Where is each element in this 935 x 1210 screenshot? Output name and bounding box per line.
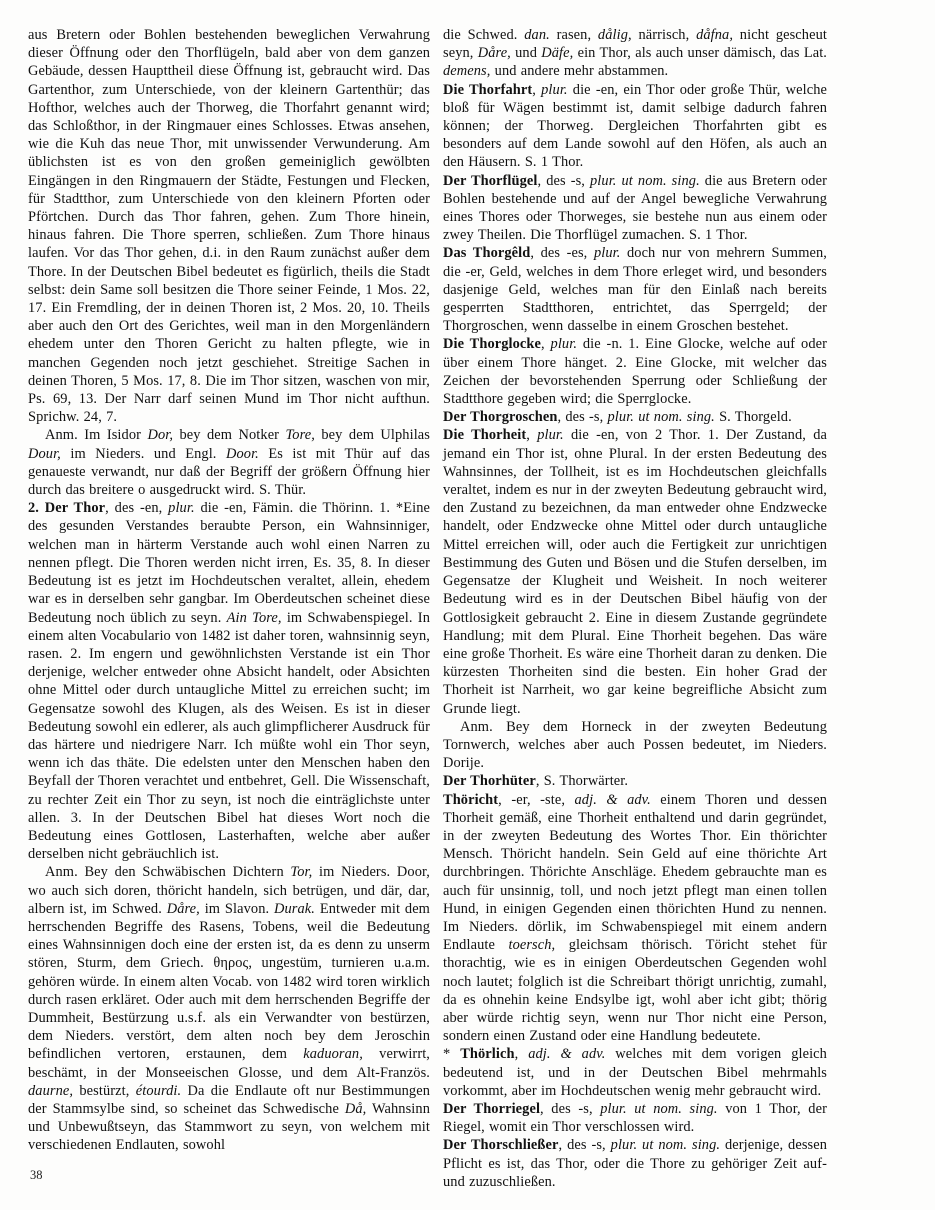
text-run: von 1 Thor, der Riegel, womit ein Thor verschlossen wird. (443, 1100, 827, 1136)
text-run: im Slavon. (199, 900, 275, 917)
text-run: , des -s, (557, 409, 608, 426)
text-run: , (514, 1046, 529, 1063)
italic-term: plur. ut nom. sing. (590, 172, 700, 189)
italic-term: Ain Tore, (226, 609, 282, 626)
italic-term: plur. ut nom. sing. (610, 1137, 721, 1154)
page-number: 38 (30, 1168, 43, 1182)
text-run: , des -es, (530, 245, 594, 262)
text-run: die -en, von 2 Thor. 1. Der Zustand, da jemand ein Thor ist, ohne Plural. In der ersten Bedeutung des Wahnsinnes, der Tollheit, ist es im Hochdeutschen gleichfalls veraltet, indem es nur in der zweyten Bedeutung gebraucht wird, den Zustand zu bezeichnen, da man entweder ohne Endzwecke handelt, oder Endzwecke ohne Mittel oder durch untaugliche Mittel erreichen will, oder auch die Fertigkeit zur unrichtigen Bestimmung des Guten und Bösen und die Stufen derselben, im Gegensatze der Klugheit und Weisheit. In noch weiterer Bedeutung wird es in der Deutschen Bibel häufig von der Gottlosigkeit gebraucht 2. Eine in diesem Zustande gegründete Handlung; mit dem Plural. Eine Thorheit begehen. Das wäre eine große Thorheit. Es wäre eine Thorheit daran zu denken. Die kürzesten Thorheiten sind die besten. Ein hoher Grad der Thorheit ist Narrheit, wo gar keine begreifliche Absicht zum Grunde liegt. (443, 427, 827, 717)
italic-term: adj. & adv. (528, 1046, 606, 1063)
text-run: Anm. Bey den Schwäbischen Dichtern (45, 864, 291, 881)
text-run: närrisch, (631, 27, 697, 43)
text-run: die -n. 1. Eine Glocke, welche auf oder über einem Thore hänget. 2. Eine Glocke, mit welcher das Zeichen der bevorstehenden Sperrung oder Schließung der Stadtthore gegeben wird; die Sperrglocke. (443, 336, 827, 408)
headword: Thöricht (443, 791, 499, 808)
italic-term: adj. & adv. (574, 791, 651, 808)
text-run: ein Thor, als auch unser dämisch, das Lat. (573, 45, 827, 62)
text-run: , S. Thorwärter. (535, 773, 629, 790)
annotation-paragraph (28, 863, 430, 1154)
italic-term: Däfe, (541, 45, 574, 62)
body-paragraph (28, 26, 430, 426)
italic-term: Tore, (285, 427, 315, 444)
headword: Das Thorgêld (443, 245, 531, 262)
right-column (443, 26, 827, 1191)
italic-term: dålig, (597, 27, 632, 43)
entry-paragraph (443, 335, 827, 408)
italic-term: Door. (225, 445, 259, 462)
italic-term: kaduoran, (303, 1046, 363, 1063)
italic-term: plur. ut nom. sing. (600, 1100, 718, 1117)
text-run: , -er, -ste, (498, 791, 575, 808)
entry-paragraph (443, 81, 827, 172)
text-run: Anm. Bey dem Horneck in der zweyten Bedeutung Tornwerch, welches aber auch Possen bedeutet, im Nieders. Dorije. (443, 718, 827, 772)
text-run: im Nieders. Door, wo auch sich doren, thöricht handeln, sich betrügen, und där, dar, albern ist, im Schwed. (28, 864, 430, 917)
text-run: die -en, ein Thor oder große Thür, welche bloß für Wägen bestimmt ist, damit selbige dadurch fahren können; der Thorweg. Dergleichen Thorfahrten gibt es besonders auf dem Lande sowohl auf den Höfen, als auch an den Häusern. S. 1 Thor. (443, 81, 827, 171)
text-run: nicht gescheut seyn, (443, 27, 827, 62)
headword: Der Thorriegel (443, 1100, 541, 1117)
headword: Die Thorheit (443, 427, 527, 444)
text-run: , (532, 81, 542, 98)
italic-term: dan. (524, 27, 550, 43)
italic-term: Durak. (274, 900, 315, 917)
text-run: bestürzt, (73, 1082, 136, 1099)
text-run: , (526, 427, 538, 444)
text-run: im Schwabenspiegel. In einem alten Vocabulario von 1482 ist daher toren, wahnsinnig seyn, rasen. 2. Im engern und gewöhnlichsten Verstande ist ein Thor derjenige, welcher entweder ohne Absicht handelt, oder Absichten ohne Mittel oder durch untaugliche Mittel zu erreichen sucht; im Gegensatze sowohl des Klugen, als des Weisen. Es ist in dieser Bedeutung sowohl ein edlerer, als auch glimpflicherer Ausdruck für das härtere und niedrigere Narr. Ich müßte wohl ein Thor seyn, wenn ich das thäte. Die edelsten unter den Menschen haben den Beyfall der Thoren verachtet und entbehret, Gell. Die Wissenschaft, zu rechter Zeit ein Thor zu seyn, ist noch die einträglichste unter allen. 3. In der Deutschen Bibel hat dieses Wort noch die Bedeutung eines Gottlosen, Lasterhaften, welche aber außer derselben nicht gebräuchlich ist. (28, 609, 430, 863)
italic-term: étourdi. (135, 1082, 182, 1099)
entry-paragraph (443, 172, 827, 245)
entry-paragraph (443, 791, 827, 1046)
text-run: aus Bretern oder Bohlen bestehenden beweglichen Verwahrung dieser Öffnung oder den Thorflügeln, bald aber von dem ganzen Gebäude, dessen Haupttheil diese Öffnung ist, gebraucht wird. Das Gartenthor, zum Unterschiede, von der kleinern Gartenthür; das Hofthor, welches auch der Thorweg, die Thorfahrt genannt wird; das Schloßthor, in der Ringmauer eines Schlosses. Etwas ansehen, wie die Kuh das neue Thor, mit unwissender Verwunderung. Am üblichsten ist es von den großen gemeiniglich gewölbten Eingängen in den Ringmauern der Städte, Festungen und Flecken, für Stadtthor, zum Unterschiede von den kleinern Pforten oder Pförtchen. Durch das Thor fahren, gehen. Zum Thore hinein, hinaus fahren. Die Thore sperren, schließen. Zum Thore hinaus laufen. Vor das Thor gehen, d.i. in den Raum zunächst außer dem Thore. In der Deutschen Bibel bedeutet es figürlich, theils die Stadt selbst: dein Same soll besitzen die Thore seiner Feinde, 1 Mos. 22, 17. Ein Fremdling, der in deinen Thoren ist, 2 Mos. 20, 10. Theils aber auch den Ort des Gerichtes, weil man in den Morgenländern ehedem unter den Thoren Gericht zu halten pflegte, wie in manchen Gegenden noch jetzt geschiehet. Streitige Sachen in deinen Thoren, 5 Mos. 17, 8. Die im Thor sitzen, waschen von mir, Ps. 69, 13. Der Narr darf seinen Mund im Thor nicht aufthun. Sprichw. 24, 7. (28, 27, 430, 426)
text-run: doch nur von mehrern Summen, die -er, Geld, welches in dem Thore erleget wird, und besonders dasjenige Geld, welches man für den Einlaß nach bereits gesperrten Stadtthoren, entrichtet, das Sperrgeld; der Thorgroschen, wenn dasselbe in einem Groschen bestehet. (443, 245, 827, 335)
headword: Thörlich (460, 1046, 515, 1063)
annotation-paragraph (28, 426, 430, 499)
text-run: S. Thorgeld. (714, 409, 792, 426)
text-run: * (443, 1046, 461, 1063)
entry-paragraph (443, 1045, 827, 1100)
entry-paragraph (443, 408, 827, 426)
body-paragraph (443, 26, 827, 81)
text-run: Anm. Im Isidor (45, 427, 148, 444)
annotation-paragraph (443, 718, 827, 773)
left-column (28, 26, 430, 1191)
text-run: bey dem Ulphilas (314, 427, 430, 444)
italic-term: Dour, (28, 445, 61, 462)
text-run: welches mit dem vorigen gleich bedeutend ist, und in der Deutschen Bibel mehrmahls vorkommt, aber im Hochdeutschen wenig mehr gebraucht wird. (443, 1046, 827, 1099)
italic-term: plur. (541, 81, 568, 98)
text-run: Da die Endlaute oft nur Bestimmungen der Stammsylbe sind, so scheinet das Schwedische (28, 1082, 430, 1117)
italic-term: plur. ut nom. sing. (607, 409, 715, 426)
italic-term: dåfna, (696, 27, 734, 43)
text-run: , (541, 336, 551, 353)
text-run: Es ist mit Thür auf das genaueste verwandt, nur daß der Begriff der größern Öffnung hier durch das breitere o ausgedruckt wird. S. Thür. (28, 445, 430, 499)
text-run: die -en, Fämin. die Thörinn. 1. *Eine des gesunden Verstandes beraubte Person, ein Wahnsinniger, welchen man in härterm Verstande auch wohl einen Narren zu nennen pflegt. Die Thoren werden nicht irren, Es. 35, 8. In dieser Bedeutung ist es jetzt im Hochdeutschen veraltet, allein, ehedem war es in derselben sehr gangbar. Im Oberdeutschen scheinet diese Bedeutung noch üblich zu seyn. (28, 500, 431, 626)
italic-term: toersch, (508, 937, 556, 954)
text-run: , des -en, (105, 500, 169, 517)
italic-term: Dåre, (477, 45, 511, 62)
italic-term: Dor, (147, 427, 174, 444)
italic-term: demens, (443, 63, 491, 80)
text-run: , des -s, (537, 172, 590, 189)
text-run: , des -s, (558, 1137, 611, 1154)
text-run: und (510, 45, 542, 62)
text-run: im Nieders. und Engl. (60, 445, 226, 462)
headword: Der Thorschließer (443, 1137, 559, 1154)
text-run: derjenige, dessen Pflicht es ist, das Thor, oder die Thore zu gehöriger Zeit auf- und zuzuschließen. (443, 1137, 827, 1190)
text-run: rasen, (549, 27, 598, 43)
headword: Der Thorgroschen (443, 409, 558, 426)
text-run: , des -s, (540, 1100, 601, 1117)
italic-term: Tor, (290, 864, 313, 881)
text-run: verwirrt, beschämt, in der Monseeischen Glosse, und dem Alt-Französ. (28, 1046, 431, 1081)
two-column-text-block (28, 26, 827, 1191)
text-run: einem Thoren und dessen Thorheit gemäß, eine Thorheit enthaltend und darin gegründet, in der zweyten Bedeutung des Wortes Thor. Ein thörichter Mensch. Thöricht handeln. Sein Geld auf eine thörichte Art durchbringen. Thörichte Anschläge. Ehedem gebrauchte man es auch für unsinnig, toll, und noch jetzt pflegt man einen tollen Hund, in einigen Gegenden einen thörichten Hund zu nennen. Im Nieders. dörlik, im Schwabenspiegel mit einem andern Endlaute (443, 791, 828, 954)
headword: Der Thorhüter (443, 773, 536, 790)
entry-paragraph (443, 1100, 827, 1136)
entry-paragraph (443, 772, 827, 790)
text-run: und andere mehr abstammen. (490, 63, 669, 80)
text-run: gleichsam thörisch. Töricht stehet für thorachtig, wie es in einigen Oberdeutschen Gegenden wohl noch lautet; folglich ist die Schreibart thörigt unrichtig, zumahl, da es ohnehin keine Endsylbe igt, wohl aber icht gibt; thörig aber würde richtig seyn, wenn nur Thor nicht eine Person, sondern einen Zustand oder eine Handlung bedeutete. (443, 937, 827, 1045)
text-run: bey dem Notker (173, 427, 286, 444)
italic-term: plur. (593, 245, 621, 262)
entry-paragraph (443, 426, 827, 717)
headword: Die Thorfahrt (443, 81, 533, 98)
headword: Der Thorflügel (443, 172, 538, 189)
italic-term: plur. (537, 427, 564, 444)
text-run: Entweder mit dem herrschenden Begriffe des Rasens, Tobens, weil die Bedeutung eines Wahnsinnigen doch eine der ersten ist, da es denn zu unserm stören, Sturm, dem Griech. θηρος, ungestüm, turnieren u.a.m. gehören würde. In einem alten Vocab. von 1482 wird toren wirklich durch rasen erkläret. Oder auch mit dem herrschenden Begriffe der Dummheit, Bestürzung u.s.f. als ein Verwandter von bestürzen, dem Nieders. verstört, dem alten noch bey dem Jeroschin befindlichen vertoren, erstaunen, dem (28, 900, 430, 1063)
headword: Die Thorglocke (443, 336, 541, 353)
italic-term: Dåre, (166, 900, 200, 917)
text-run: die Schwed. (443, 27, 525, 43)
italic-term: plur. (168, 500, 195, 517)
text-run: Wahnsinn und Unbewußtseyn, das Stammwort zu seyn, von welchem mit verschiedenen Endlauten, sowohl (28, 1100, 430, 1154)
entry-paragraph (443, 244, 827, 335)
entry-paragraph (443, 1136, 827, 1191)
headword: 2. Der Thor (28, 500, 106, 517)
text-run: die aus Bretern oder Bohlen bestehende und auf der Angel bewegliche Verwahrung eines Thores oder Thorweges, sie bestehe nun aus einem oder zwey Theilen. Die Thorflügel zumachen. S. 1 Thor. (443, 172, 827, 244)
italic-term: Då, (344, 1100, 367, 1117)
entry-paragraph (28, 499, 430, 863)
italic-term: daurne, (28, 1082, 74, 1099)
italic-term: plur. (550, 336, 578, 353)
